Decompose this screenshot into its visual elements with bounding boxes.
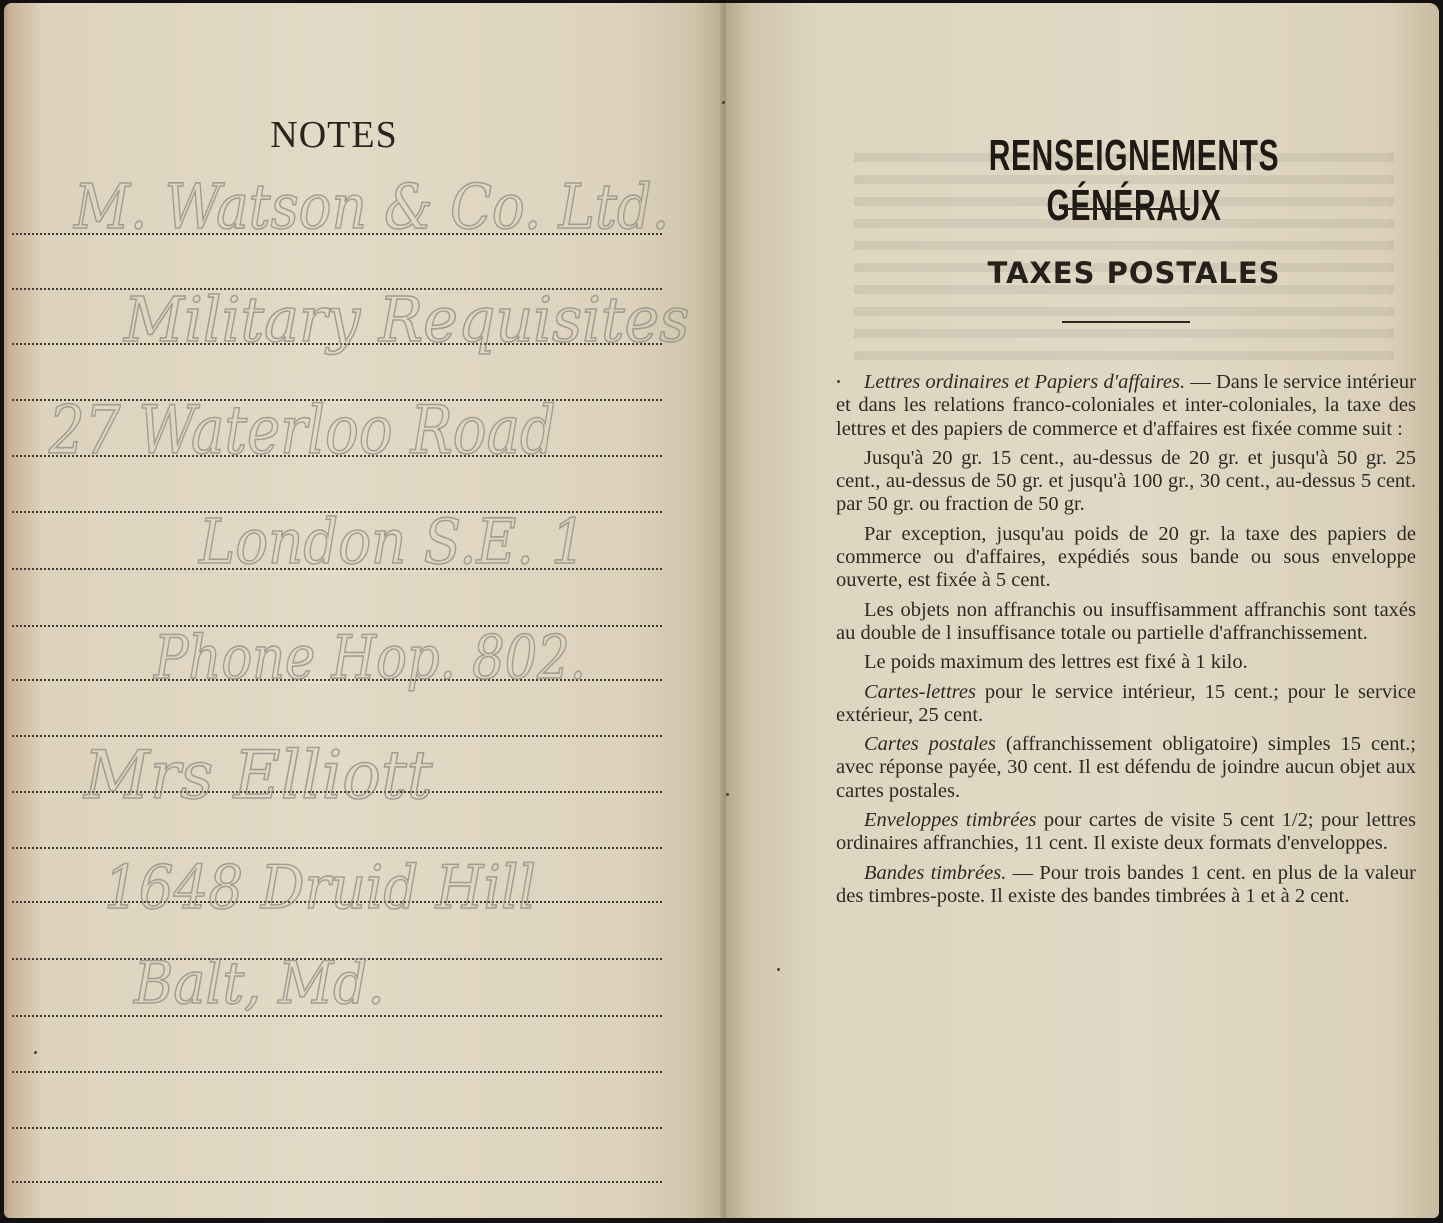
paragraph-lead: Cartes postales [864,733,996,756]
paper-speck [777,968,780,971]
handwritten-line: Phone Hop. 802. [153,623,586,693]
handwritten-line: 1648 Druid Hill [104,853,536,923]
handwritten-line: M. Watson & Co. Ltd. [73,170,670,243]
rate-paragraph [836,599,1416,646]
left-page [4,3,726,1218]
paper-speck [726,793,729,796]
page-title: RENSEIGNEMENTS GÉNÉRAUX [988,131,1280,230]
rate-paragraph [836,809,1416,856]
section-title: TAXES POSTALES [987,256,1281,290]
handwritten-line: Mrs Elliott [83,737,433,814]
paper-speck [837,380,840,383]
handwritten-line: 27 Waterloo Road [48,392,556,469]
rate-paragraph [836,371,1416,441]
paragraph-text: (affranchissement obligatoire) simples 15 cent.; avec réponse payée, 30 cent. Il est défendu de joindre aucun objet aux cartes postales. [836,733,1416,802]
paragraph-text: — Dans le service intérieur et dans les relations franco-coloniales et inter-coloniales, la taxe des lettres et des papiers de commerce et d'affaires est fixée comme suit : [836,371,1416,440]
paragraph-lead: Bandes timbrées. [864,861,1007,884]
book-spread [4,3,1439,1218]
handwritten-line: London S.E. 1 [198,505,586,578]
paragraph-text: pour cartes de visite 5 cent 1/2; pour lettres ordinaires affranchies, 11 cent. Il existe deux formats d'enveloppes. [836,809,1417,855]
paragraph-lead: Cartes-lettres [864,680,976,703]
handwritten-line: Military Requisites [123,283,690,356]
notes-heading: NOTES [270,114,398,156]
paragraph-text: Jusqu'à 20 gr. 15 cent., au-dessus de 20 gr. et jusqu'à 50 gr. 25 cent., au-dessus de 50 gr. et jusqu'à 100 gr., 30 cent., au-dessus 5 cent. par 50 gr. ou fraction de 50 gr. [836,446,1416,516]
paragraph-text: Le poids maximum des lettres est fixé à 1 kilo. [864,651,1248,674]
paper-speck [722,101,725,104]
rate-paragraph [836,447,1416,517]
rate-paragraph [836,651,1416,674]
paper-speck [34,1051,37,1054]
paragraph-text: Les objets non affranchis ou insuffisamment affranchis sont taxés au double de l insuffisance totale ou partielle d'affranchissement. [836,598,1416,644]
rate-paragraph [836,523,1416,593]
title-divider [1062,208,1190,210]
paragraph-lead: Enveloppes timbrées [864,809,1037,832]
paragraph-text: — Pour trois bandes 1 cent. en plus de la valeur des timbres-poste. Il existe des bandes timbrées à 1 et à 2 cent. [836,861,1416,907]
rate-paragraph [836,681,1416,728]
rate-paragraph [836,862,1416,909]
rate-paragraph [836,733,1416,803]
paragraph-lead: Lettres ordinaires et Papiers d'affaires. [864,371,1186,393]
paragraph-text: Par exception, jusqu'au poids de 20 gr. la taxe des papiers de commerce ou d'affaires, expédiés sous bande ou sous enveloppe ouverte, est fixée à 5 cent. [836,522,1416,592]
handwritten-line: Balt, Md. [133,949,385,1017]
postal-rates-text [836,371,1416,914]
section-divider [1062,321,1190,323]
paragraph-text: pour le service intérieur, 15 cent.; pour le service extérieur, 25 cent. [836,680,1416,726]
handwritten-notes [4,3,726,1218]
